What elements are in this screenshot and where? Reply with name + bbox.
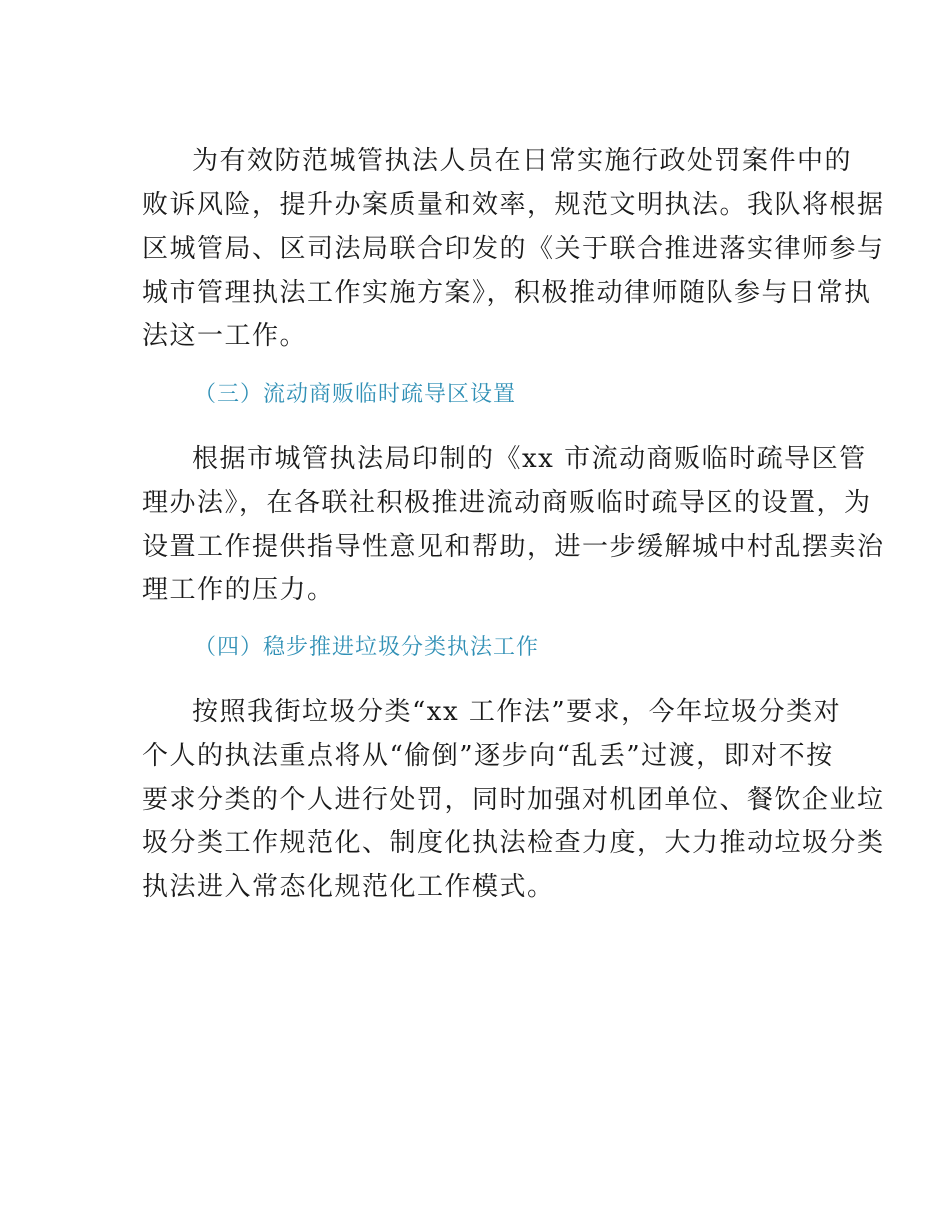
paragraph-1-line-5: 法这一工作。 <box>142 321 308 351</box>
paragraph-3-line-4: 圾分类工作规范化、制度化执法检查力度，大力推动垃圾分类 <box>142 828 885 858</box>
paragraph-3-line-2: 个人的执法重点将从“偷倒”逐步向“乱丢”过渡，即对不按 <box>142 741 834 771</box>
paragraph-2-line-2: 理办法》，在各联社积极推进流动商贩临时疏导区的设置，为 <box>142 488 872 518</box>
paragraph-3-line-1: 按照我街垃圾分类“xx 工作法”要求，今年垃圾分类对 <box>192 697 842 727</box>
paragraph-1-line-2: 败诉风险，提升办案质量和效率，规范文明执法。我队将根据 <box>142 190 885 220</box>
paragraph-1-line-4: 城市管理执法工作实施方案》，积极推动律师随队参与日常执 <box>142 278 872 308</box>
paragraph-3-line-3: 要求分类的个人进行处罚，同时加强对机团单位、餐饮企业垃 <box>142 785 885 815</box>
paragraph-3-line-5: 执法进入常态化规范化工作模式。 <box>142 872 555 902</box>
paragraph-1-line-3: 区城管局、区司法局联合印发的《关于联合推进落实律师参与 <box>142 234 885 264</box>
section-heading-4: （四）稳步推进垃圾分类执法工作 <box>194 635 540 660</box>
section-heading-3: （三）流动商贩临时疏导区设置 <box>194 382 517 407</box>
paragraph-2-line-1: 根据市城管执法局印制的《xx 市流动商贩临时疏导区管 <box>192 444 867 474</box>
paragraph-1-line-1: 为有效防范城管执法人员在日常实施行政处罚案件中的 <box>192 146 853 176</box>
paragraph-2-line-3: 设置工作提供指导性意见和帮助，进一步缓解城中村乱摆卖治 <box>142 532 885 562</box>
paragraph-2-line-4: 理工作的压力。 <box>142 575 335 605</box>
